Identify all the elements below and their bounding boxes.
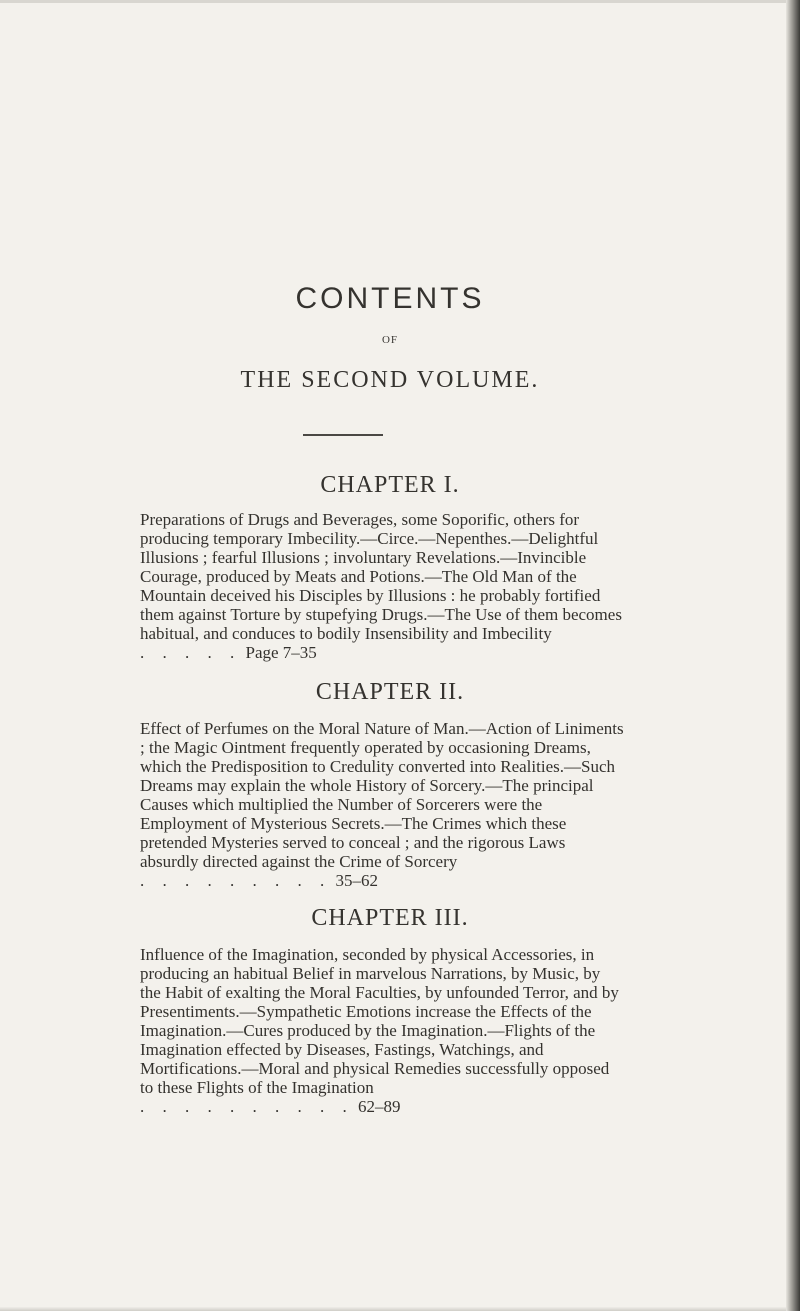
title-connector: OF [381, 334, 399, 346]
chapter-3-text: Influence of the Imagination, seconded by physical Accessories, in producing an habitual Belief in marvelous Narrations, by Music, by the Habit of exalting the Moral Faculties, by unfounded Terror, and by Presentiments.—Sympathetic Emotions increase the Effects of the Imagination.—Cures produced by the Imagination.—Flights of the Imagination effected by Diseases, Fastings, Watchings, and Mortifications.—Moral and physical Remedies successfully opposed to these Flights of the Imagination [140, 945, 619, 1097]
chapter-1-text: Preparations of Drugs and Beverages, some Soporific, others for producing temporary Imbecility.—Circe.—Nepenthes.—Delightful Illusions ; fearful Illusions ; involuntary Revelations.—Invincible Courage, produced by Meats and Potions.—The Old Man of the Mountain deceived his Disciples by Illusions : he probably fortified them against Torture by stupefying Drugs.—The Use of them becomes habitual, and conduces to bodily Insensibility and Imbecility [140, 510, 622, 643]
chapter-1-leader: . . . . . [140, 643, 242, 662]
book-spine-edge [786, 0, 800, 1311]
chapter-2-pages: 35–62 [335, 871, 378, 890]
volume-title: THE SECOND VOLUME. [240, 367, 540, 393]
chapter-1-pages: Page 7–35 [245, 643, 317, 662]
chapter-2-heading: CHAPTER II. [315, 679, 465, 705]
chapter-2-text: Effect of Perfumes on the Moral Nature of Man.—Action of Liniments ; the Magic Ointment frequently operated by occasioning Dreams, which the Predisposition to Credulity converted into Realities.—Such Dreams may explain the whole History of Sorcery.—The principal Causes which multiplied the Number of Sorcerers were the Employment of Mysterious Secrets.—The Crimes which these pretended Mysteries served to conceal ; and the rigorous Laws absurdly directed against the Crime of Sorcery [140, 719, 624, 871]
chapter-3-summary [140, 945, 625, 1116]
page-title: CONTENTS [295, 282, 485, 315]
chapter-3-pages: 62–89 [358, 1097, 401, 1116]
chapter-3-leader: . . . . . . . . . . [140, 1097, 354, 1116]
chapter-2-page-ref [140, 871, 378, 890]
chapter-3-heading: CHAPTER III. [311, 905, 469, 931]
chapter-1-heading: CHAPTER I. [320, 472, 460, 498]
chapter-1-page-ref [140, 643, 317, 662]
chapter-2-summary [140, 719, 625, 890]
page-bottom-edge [0, 1307, 786, 1311]
chapter-3-page-ref [140, 1097, 401, 1116]
chapter-1-summary [140, 510, 625, 662]
page-top-edge [0, 0, 786, 3]
chapter-2-leader: . . . . . . . . . [140, 871, 332, 890]
title-divider [303, 434, 383, 436]
